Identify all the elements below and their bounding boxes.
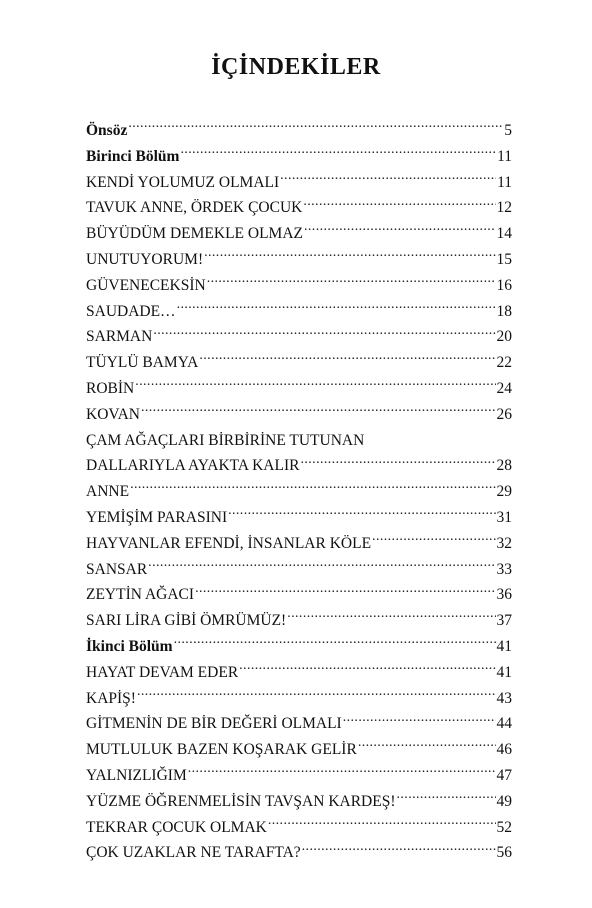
toc-dot-leader <box>204 248 495 264</box>
toc-entry <box>86 711 512 737</box>
toc-dot-leader <box>302 842 496 858</box>
toc-page-number: 22 <box>496 354 512 372</box>
toc-page-number: 43 <box>496 689 512 707</box>
toc-entry <box>86 299 512 325</box>
toc-entry <box>86 840 512 866</box>
toc-entry-title: GİTMENİN DE BİR DEĞERİ OLMALI <box>86 715 342 733</box>
toc-entry-title: UNUTUYORUM! <box>86 250 204 268</box>
toc-entry-title: TÜYLÜ BAMYA <box>86 354 199 372</box>
toc-entry-title: ÇAM AĞAÇLARI BİRBİRİNE TUTUNAN <box>86 431 365 449</box>
toc-dot-leader <box>177 300 496 316</box>
toc-dot-leader <box>303 197 495 213</box>
toc-dot-leader <box>343 713 496 729</box>
toc-dot-leader <box>130 481 495 497</box>
toc-page-number: 28 <box>496 457 512 475</box>
toc-entry-title: İkinci Bölüm <box>86 637 173 655</box>
toc-entry-title: ANNE <box>86 483 130 501</box>
toc-entry-title: KAPİŞ! <box>86 689 136 707</box>
toc-dot-leader <box>188 764 496 780</box>
toc-entry-title: DALLARIYLA AYAKTA KALIR <box>86 457 300 475</box>
toc-page-number: 11 <box>497 173 512 191</box>
toc-dot-leader <box>300 455 495 471</box>
toc-dot-leader <box>174 635 496 651</box>
toc-entry <box>86 582 512 608</box>
toc-dot-leader <box>397 790 496 806</box>
toc-page-number: 18 <box>496 302 512 320</box>
toc-entry-title: GÜVENECEKSİN <box>86 276 206 294</box>
toc-entry-title: ZEYTİN AĞACI <box>86 586 195 604</box>
toc-dot-leader <box>207 274 496 290</box>
toc-dot-leader <box>199 352 495 368</box>
toc-page-number: 24 <box>496 379 512 397</box>
toc-entry <box>86 170 512 196</box>
toc-page-number: 31 <box>496 508 512 526</box>
toc-entry <box>86 479 512 505</box>
toc-entry <box>86 453 512 479</box>
table-of-contents <box>86 118 512 866</box>
toc-page-number: 11 <box>497 147 512 165</box>
toc-page-number: 15 <box>496 250 512 268</box>
toc-entry <box>86 737 512 763</box>
toc-section-heading <box>86 118 512 144</box>
toc-page-number: 36 <box>496 586 512 604</box>
toc-dot-leader <box>135 377 495 393</box>
toc-entry-title: MUTLULUK BAZEN KOŞARAK GELİR <box>86 741 357 759</box>
toc-page-number: 16 <box>496 276 512 294</box>
toc-page-number: 33 <box>496 560 512 578</box>
toc-entry <box>86 195 512 221</box>
toc-entry <box>86 557 512 583</box>
toc-page-number: 26 <box>496 405 512 423</box>
toc-entry <box>86 402 512 428</box>
toc-dot-leader <box>141 403 496 419</box>
toc-page-number: 29 <box>496 483 512 501</box>
toc-entry-title: Önsöz <box>86 122 128 139</box>
toc-dot-leader <box>148 558 495 574</box>
page-title: İÇİNDEKİLER <box>211 54 381 80</box>
toc-dot-leader <box>228 506 495 522</box>
toc-dot-leader <box>128 120 503 136</box>
toc-dot-leader <box>180 145 496 161</box>
toc-dot-leader <box>358 739 496 755</box>
toc-entry-title: ROBİN <box>86 379 135 397</box>
toc-dot-leader <box>280 171 496 187</box>
toc-dot-leader <box>153 326 495 342</box>
toc-entry-title: BÜYÜDÜM DEMEKLE OLMAZ <box>86 225 303 243</box>
toc-dot-leader <box>137 687 496 703</box>
toc-entry-title: TAVUK ANNE, ÖRDEK ÇOCUK <box>86 199 303 217</box>
toc-entry <box>86 221 512 247</box>
toc-page-number: 14 <box>496 225 512 243</box>
toc-section-heading <box>86 144 512 170</box>
toc-dot-leader <box>268 816 496 832</box>
toc-page-number: 49 <box>496 792 512 810</box>
toc-entry-title: Birinci Bölüm <box>86 147 180 165</box>
toc-section-heading <box>86 634 512 660</box>
toc-page-number: 20 <box>496 328 512 346</box>
toc-dot-leader <box>239 661 495 677</box>
toc-entry-title: HAYVANLAR EFENDİ, İNSANLAR KÖLE <box>86 534 372 552</box>
toc-entry-title: SARI LİRA GİBİ ÖMRÜMÜZ! <box>86 612 287 630</box>
toc-dot-leader <box>195 584 495 600</box>
toc-entry-title: SANSAR <box>86 560 148 578</box>
toc-page-number: 41 <box>496 663 512 681</box>
toc-entry-title: KOVAN <box>86 405 140 423</box>
toc-entry <box>86 428 512 454</box>
toc-dot-leader <box>287 610 495 626</box>
toc-entry <box>86 273 512 299</box>
toc-entry <box>86 247 512 273</box>
toc-page-number: 37 <box>496 612 512 630</box>
toc-page-number: 32 <box>496 534 512 552</box>
toc-entry <box>86 789 512 815</box>
toc-entry <box>86 608 512 634</box>
toc-entry-title: YEMİŞİM PARASINI <box>86 508 228 526</box>
toc-entry-title: SAUDADE… <box>86 302 176 320</box>
toc-page-number: 46 <box>496 741 512 759</box>
toc-entry <box>86 324 512 350</box>
toc-entry <box>86 815 512 841</box>
toc-entry-title: KENDİ YOLUMUZ OLMALI <box>86 173 280 191</box>
toc-entry-title: ÇOK UZAKLAR NE TARAFTA? <box>86 844 301 862</box>
toc-page-number: 5 <box>504 122 512 139</box>
toc-entry-title: YALNIZLIĞIM <box>86 766 187 784</box>
toc-page-number: 44 <box>496 715 512 733</box>
toc-dot-leader <box>372 532 495 548</box>
toc-page-number: 12 <box>496 199 512 217</box>
toc-page-number: 41 <box>496 637 512 655</box>
toc-entry <box>86 686 512 712</box>
toc-entry <box>86 531 512 557</box>
toc-entry-title: YÜZME ÖĞRENMELİSİN TAVŞAN KARDEŞ! <box>86 792 396 810</box>
toc-entry <box>86 763 512 789</box>
toc-dot-leader <box>365 429 511 445</box>
toc-entry-title: TEKRAR ÇOCUK OLMAK <box>86 818 267 836</box>
toc-entry <box>86 350 512 376</box>
toc-dot-leader <box>304 223 496 239</box>
toc-page-number: 52 <box>496 818 512 836</box>
toc-page-number: 47 <box>496 766 512 784</box>
toc-entry-title: SARMAN <box>86 328 153 346</box>
toc-entry <box>86 376 512 402</box>
toc-entry <box>86 505 512 531</box>
toc-entry-title: HAYAT DEVAM EDER <box>86 663 239 681</box>
toc-page-number: 56 <box>496 844 512 862</box>
toc-entry <box>86 660 512 686</box>
